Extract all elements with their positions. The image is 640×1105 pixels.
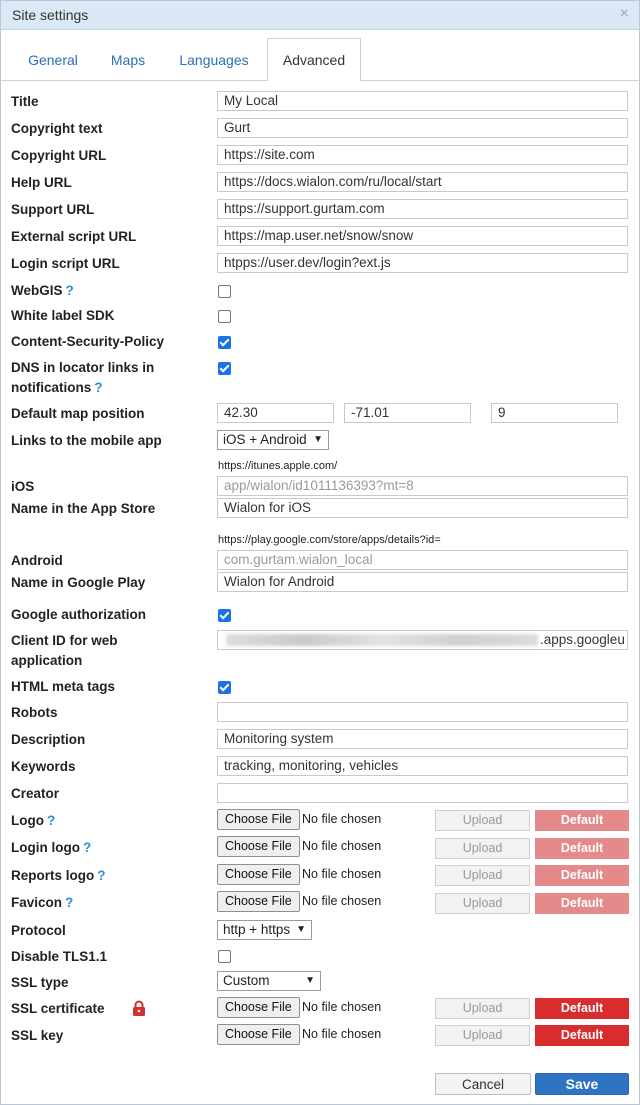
help-icon[interactable]: ? [97, 868, 106, 883]
mobile-links-select[interactable]: iOS + Android ▼ [217, 430, 329, 450]
map-zoom-input[interactable]: 9 [491, 403, 618, 423]
keywords-label: Keywords [11, 759, 76, 774]
ssl-certificate-default-button[interactable]: Default [535, 998, 629, 1019]
logo-label: Logo ? [11, 813, 56, 828]
chevron-down-icon: ▼ [296, 924, 306, 935]
client-id-label-line2: application [11, 653, 83, 668]
client-id-label-line1: Client ID for web [11, 633, 118, 648]
robots-label: Robots [11, 705, 58, 720]
reports-logo-no-file-text: No file chosen [302, 867, 382, 881]
ssl-certificate-choose-file-button[interactable]: Choose File [217, 997, 300, 1018]
app-store-name-label: Name in the App Store [11, 501, 156, 516]
ssl-type-label: SSL type [11, 975, 69, 990]
csp-label: Content-Security-Policy [11, 334, 165, 349]
login-logo-no-file-text: No file chosen [302, 839, 382, 853]
protocol-label: Protocol [11, 923, 66, 938]
reports-logo-default-button[interactable]: Default [535, 865, 629, 886]
ssl-key-choose-file-button[interactable]: Choose File [217, 1024, 300, 1045]
google-play-name-input[interactable]: Wialon for Android [217, 572, 628, 592]
reports-logo-label: Reports logo ? [11, 868, 106, 883]
help-icon[interactable]: ? [47, 813, 56, 828]
copyright-text-label: Copyright text [11, 121, 103, 136]
lock-icon [132, 1000, 146, 1016]
login-logo-default-button[interactable]: Default [535, 838, 629, 859]
help-icon[interactable]: ? [65, 283, 74, 298]
html-meta-checkbox[interactable] [218, 681, 231, 694]
google-auth-checkbox[interactable] [218, 609, 231, 622]
android-label: Android [11, 553, 63, 568]
help-icon[interactable]: ? [82, 840, 92, 855]
help-url-label: Help URL [11, 175, 72, 190]
ssl-key-no-file-text: No file chosen [302, 1027, 382, 1041]
ssl-key-label: SSL key [11, 1028, 64, 1043]
copyright-text-input[interactable]: Gurt [217, 118, 628, 138]
robots-input[interactable] [217, 702, 628, 722]
android-url-prefix: https://play.google.com/store/apps/details?id= [218, 534, 441, 546]
save-button[interactable]: Save [535, 1073, 629, 1095]
google-play-name-label: Name in Google Play [11, 575, 146, 590]
login-logo-upload-button[interactable]: Upload [435, 838, 530, 859]
help-icon[interactable]: ? [94, 380, 103, 395]
protocol-select[interactable]: http + https ▼ [217, 920, 312, 940]
ssl-certificate-upload-button[interactable]: Upload [435, 998, 530, 1019]
login-logo-label: Login logo ? [11, 840, 92, 855]
tab-advanced[interactable]: Advanced [267, 38, 361, 81]
ssl-certificate-label: SSL certificate [11, 1001, 105, 1016]
favicon-upload-button[interactable]: Upload [435, 893, 530, 914]
chevron-down-icon: ▼ [313, 434, 323, 445]
logo-default-button[interactable]: Default [535, 810, 629, 831]
tab-bar [1, 39, 639, 81]
favicon-label: Favicon ? [11, 895, 74, 910]
tab-languages[interactable]: Languages [179, 52, 249, 68]
ios-url-prefix: https://itunes.apple.com/ [218, 460, 338, 472]
cancel-button[interactable]: Cancel [435, 1073, 531, 1095]
csp-checkbox[interactable] [218, 336, 231, 349]
help-icon[interactable]: ? [65, 895, 74, 910]
app-store-name-input[interactable]: Wialon for iOS [217, 498, 628, 518]
login-script-url-input[interactable]: htpps://user.dev/login?ext.js [217, 253, 628, 273]
creator-input[interactable] [217, 783, 628, 803]
ssl-key-upload-button[interactable]: Upload [435, 1025, 530, 1046]
tab-maps[interactable]: Maps [110, 52, 146, 68]
logo-choose-file-button[interactable]: Choose File [217, 809, 300, 830]
white-label-sdk-label: White label SDK [11, 308, 115, 323]
disable-tls-label: Disable TLS1.1 [11, 949, 108, 964]
dns-locator-checkbox[interactable] [218, 362, 231, 375]
login-logo-choose-file-button[interactable]: Choose File [217, 836, 300, 857]
ios-input[interactable]: app/wialon/id1011136393?mt=8 [217, 476, 628, 496]
ios-label: iOS [11, 479, 35, 494]
external-script-url-label: External script URL [11, 229, 137, 244]
help-url-input[interactable]: https://docs.wialon.com/ru/local/start [217, 172, 628, 192]
title-bar [1, 1, 639, 30]
map-lon-input[interactable]: -71.01 [344, 403, 471, 423]
logo-upload-button[interactable]: Upload [435, 810, 530, 831]
title-input[interactable]: My Local [217, 91, 628, 111]
mobile-links-label: Links to the mobile app [11, 433, 162, 448]
client-id-input[interactable]: .apps.googleu [217, 630, 628, 650]
android-input[interactable]: com.gurtam.wialon_local [217, 550, 628, 570]
html-meta-label: HTML meta tags [11, 679, 116, 694]
default-map-position-label: Default map position [11, 406, 145, 421]
external-script-url-input[interactable]: https://map.user.net/snow/snow [217, 226, 628, 246]
logo-no-file-text: No file chosen [302, 812, 382, 826]
favicon-choose-file-button[interactable]: Choose File [217, 891, 300, 912]
tab-general[interactable]: General [28, 52, 78, 68]
description-input[interactable]: Monitoring system [217, 729, 628, 749]
dns-locator-label-line2: notifications ? [11, 380, 103, 395]
map-lat-input[interactable]: 42.30 [217, 403, 334, 423]
copyright-url-input[interactable]: https://site.com [217, 145, 628, 165]
disable-tls-checkbox[interactable] [218, 950, 231, 963]
keywords-input[interactable]: tracking, monitoring, vehicles [217, 756, 628, 776]
chevron-down-icon: ▼ [305, 975, 315, 986]
redacted-text [226, 634, 538, 646]
ssl-certificate-no-file-text: No file chosen [302, 1000, 382, 1014]
google-auth-label: Google authorization [11, 607, 146, 622]
description-label: Description [11, 732, 86, 747]
webgis-label: WebGIS ? [11, 283, 74, 298]
support-url-input[interactable]: https://support.gurtam.com [217, 199, 628, 219]
support-url-label: Support URL [11, 202, 95, 217]
ssl-type-select[interactable]: Custom ▼ [217, 971, 321, 991]
close-icon[interactable]: × [619, 5, 629, 22]
creator-label: Creator [11, 786, 60, 801]
favicon-no-file-text: No file chosen [302, 894, 382, 908]
login-script-url-label: Login script URL [11, 256, 120, 271]
white-label-sdk-checkbox[interactable] [218, 310, 231, 323]
webgis-checkbox[interactable] [218, 285, 231, 298]
dns-locator-label-line1: DNS in locator links in [11, 360, 155, 375]
title-label: Title [11, 94, 39, 109]
reports-logo-choose-file-button[interactable]: Choose File [217, 864, 300, 885]
copyright-url-label: Copyright URL [11, 148, 107, 163]
favicon-default-button[interactable]: Default [535, 893, 629, 914]
ssl-key-default-button[interactable]: Default [535, 1025, 629, 1046]
dialog-title: Site settings [12, 7, 89, 23]
reports-logo-upload-button[interactable]: Upload [435, 865, 530, 886]
